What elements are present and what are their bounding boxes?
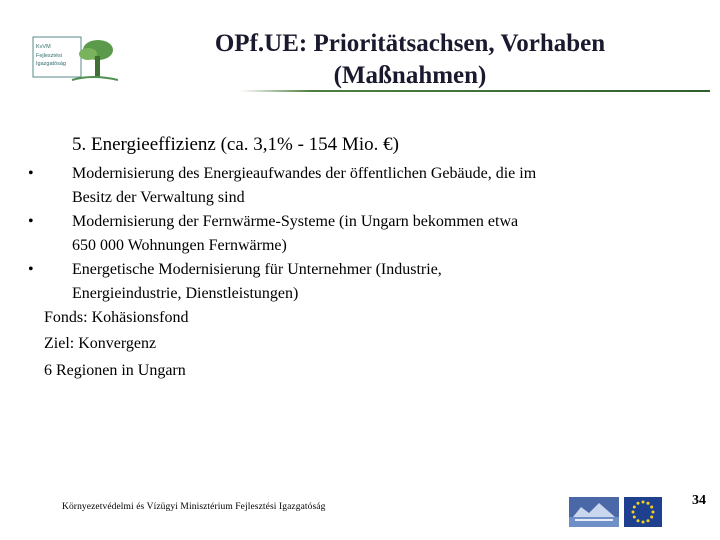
eu-flag: [624, 497, 662, 527]
fonds-line: Fonds: Kohäsionsfond: [44, 309, 189, 326]
bullet-text-line: Energieindustrie, Dienstleistungen): [72, 285, 299, 302]
bullet-marker: •: [28, 165, 34, 182]
bullet-text-line: 650 000 Wohnungen Fernwärme): [72, 237, 287, 254]
section-subtitle: 5. Energieeffizienz (ca. 3,1% - 154 Mio. €): [72, 134, 399, 155]
title-line-2: (Maßnahmen): [333, 62, 487, 89]
bullet-text-line: Modernisierung der Fernwärme-Systeme (in Ungarn bekommen etwa: [72, 213, 519, 230]
ministry-emblem-icon: [569, 497, 619, 527]
page-number: 34: [692, 493, 706, 508]
bullet-text-line: Modernisierung des Energieaufwandes der öffentlichen Gebäude, die im: [72, 165, 537, 182]
ziel-line: Ziel: Konvergenz: [44, 335, 157, 352]
logo-line-1: KvVM: [36, 44, 51, 50]
bullet-item: [20, 210, 660, 258]
logo-line-2: Fejlesztési: [36, 53, 62, 59]
logo-line-3: Igazgatóság: [36, 61, 66, 67]
bullet-item: [20, 258, 660, 306]
regionen-line: 6 Regionen in Ungarn: [44, 362, 186, 379]
bullet-list: [20, 162, 660, 306]
bullet-item: [20, 162, 660, 210]
ministry-emblem: [569, 497, 619, 527]
footer-organization: Környezetvédelmi és Vízügyi Minisztérium Fejlesztési Igazgatóság: [62, 502, 326, 512]
title-underline: [240, 90, 710, 92]
bullet-marker: •: [28, 261, 34, 278]
ministry-logo: [32, 36, 118, 84]
title-line-1: OPf.UE: Prioritätsachsen, Vorhaben: [214, 30, 606, 57]
bullet-text-line: Energetische Modernisierung für Unternehmer (Industrie,: [72, 261, 442, 278]
bullet-marker: •: [28, 213, 34, 230]
eu-flag-icon: [624, 497, 662, 527]
slide-title: [120, 28, 700, 92]
bullet-text-line: Besitz der Verwaltung sind: [72, 189, 245, 206]
